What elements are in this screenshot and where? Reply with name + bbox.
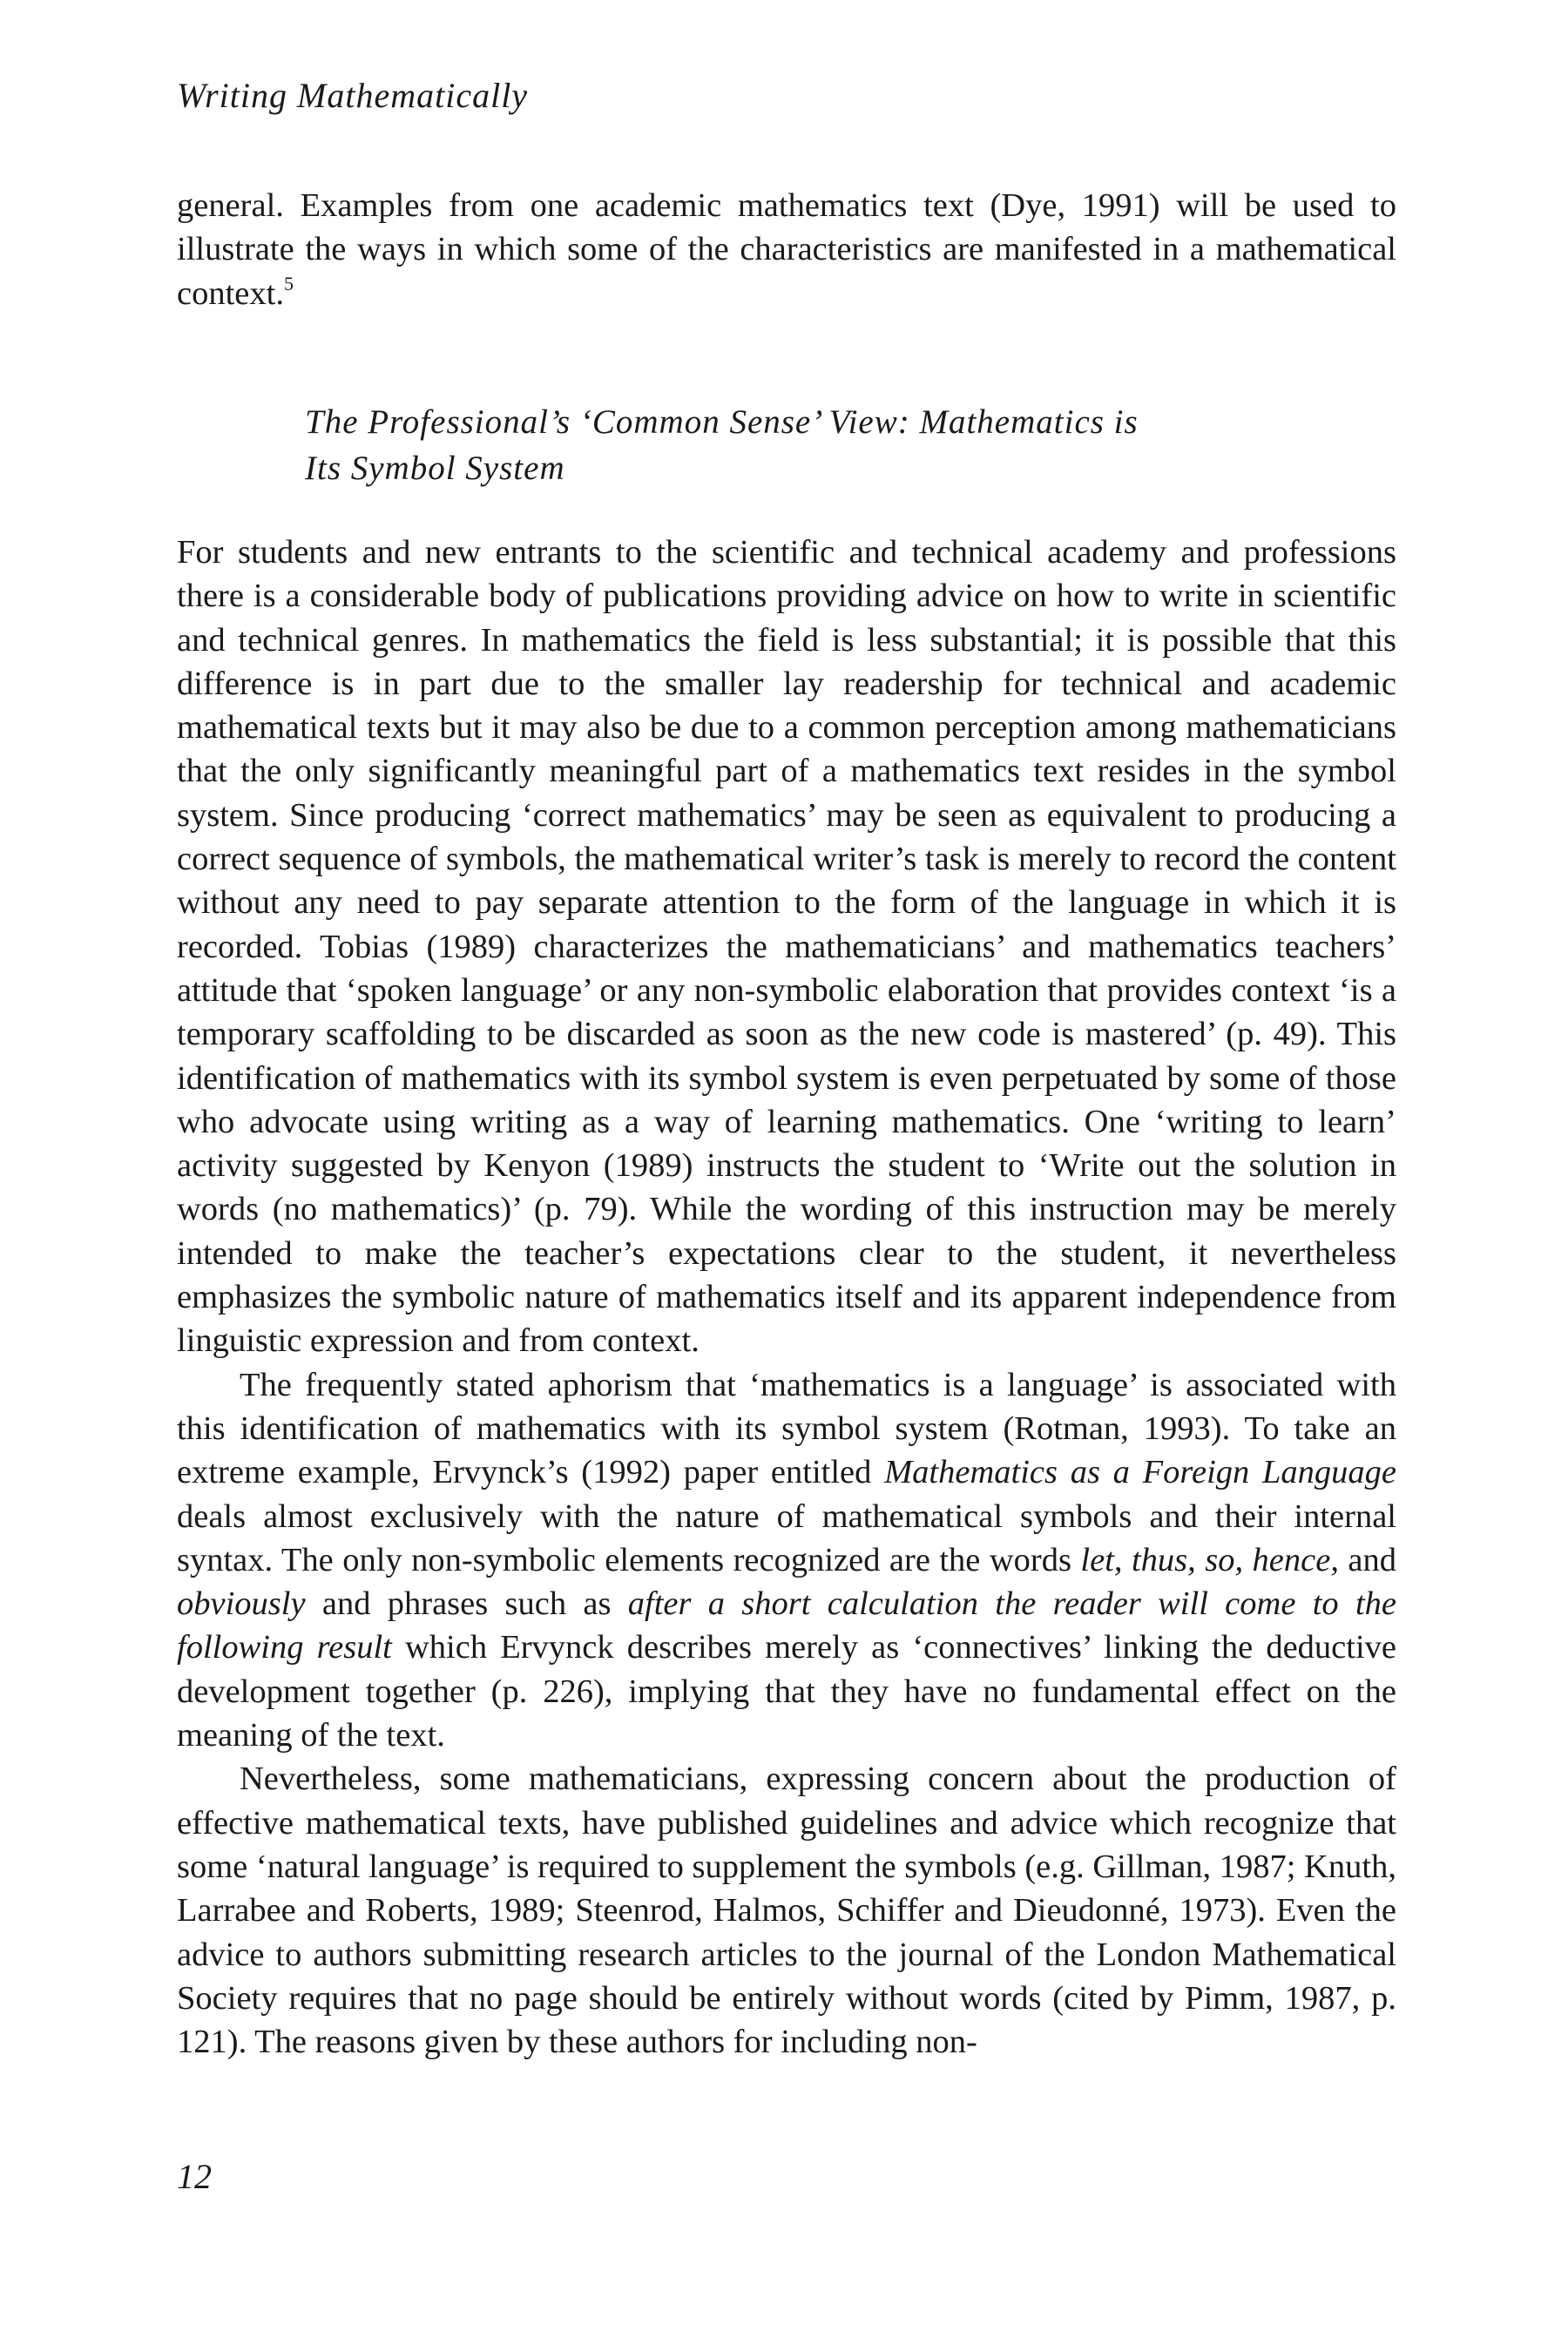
paragraph-1: For students and new entrants to the scientific and technical academy and professions there is a considerable body of publications providing advice on how to write in scientific and technical genres. In mathematics the field is less substantial; it is possible that this difference is in part due to the smaller lay readership for technical and academic mathematical texts but it may also be due to a common perception among mathematicians that the only significantly meaningful part of a mathematics text resides in the symbol system. Since producing ‘correct mathematics’ may be seen as equivalent to producing a correct sequence of symbols, the mathematical writer’s task is merely to record the content without any need to pay separate attention to the form of the language in which it is recorded. Tobias (1989) characterizes the mathematicians’ and mathematics teachers’ attitude that ‘spoken language’ or any non-symbolic elaboration that provides context ‘is a temporary scaffolding to be discarded as soon as the new code is mastered’ (p. 49). This identification of mathematics with its symbol system is even perpetuated by some of those who advocate using writing as a way of learning mathematics. One ‘writing to learn’ activity suggested by Kenyon (1989) instructs the student to ‘Write out the solution in words (no mathematics)’ (p. 79). While the wording of this instruction may be merely intended to make the teacher’s expectations clear to the student, it nevertheless emphasizes the symbolic nature of mathematics itself and its apparent independence from linguistic expression and from context.	[177, 534, 1396, 1360]
p2-text-1: The frequently stated aphorism that ‘mathematics is a language’ is associated with this identification of mathematics with its symbol system (Rotman, 1993). To take an extreme example, Ervynck’s (1992) paper entitled	[177, 1366, 1396, 1491]
p2-text-2: deals almost exclusively with the nature of mathematical symbols and their internal syntax. The only non-symbolic elements recognized are the words	[177, 1497, 1396, 1578]
section-heading-line-1: The Professional’s ‘Common Sense’ View: Mathematics is	[305, 403, 1139, 441]
p2-text-3: and	[1338, 1541, 1396, 1578]
section-heading-line-2: Its Symbol System	[305, 449, 565, 487]
intro-paragraph-block	[177, 184, 1396, 315]
p2-text-4: and phrases such as	[305, 1585, 628, 1623]
p2-connective-words: let, thus, so, hence,	[1080, 1541, 1339, 1578]
paragraph-2	[177, 1363, 1396, 1758]
p2-phrase: after a short calculation the reader will come to the following result	[177, 1585, 1396, 1666]
page-number: 12	[177, 2157, 212, 2196]
intro-paragraph	[177, 184, 1396, 315]
section-heading	[305, 399, 1307, 491]
intro-text: general. Examples from one academic mathematics text (Dye, 1991) will be used to illustrate the ways in which some of the characteristics are manifested in a mathematical context.	[177, 187, 1396, 312]
paragraph-3: Nevertheless, some mathematicians, expressing concern about the production of effective mathematical texts, have published guidelines and advice which recognize that some ‘natural language’ is required to supplement the symbols (e.g. Gillman, 1987; Knuth, Larrabee and Roberts, 1989; Steenrod, Halmos, Schiffer and Dieudonné, 1973). Even the advice to authors submitting research articles to the journal of the London Mathematical Society requires that no page should be entirely without words (cited by Pimm, 1987, p. 121). The reasons given by these authors for including non-	[177, 1761, 1396, 2061]
running-head: Writing Mathematically	[177, 76, 529, 115]
p2-text-5: which Ervynck describes merely as ‘connectives’ linking the deductive development together (p. 226), implying that they have no fundamental effect on the meaning of the text.	[177, 1629, 1396, 1754]
footnote-marker: 5	[283, 272, 294, 294]
p2-word-obviously: obviously	[177, 1585, 306, 1623]
body-text	[177, 531, 1396, 2064]
p2-book-title: Mathematics as a Foreign Language	[884, 1454, 1396, 1491]
